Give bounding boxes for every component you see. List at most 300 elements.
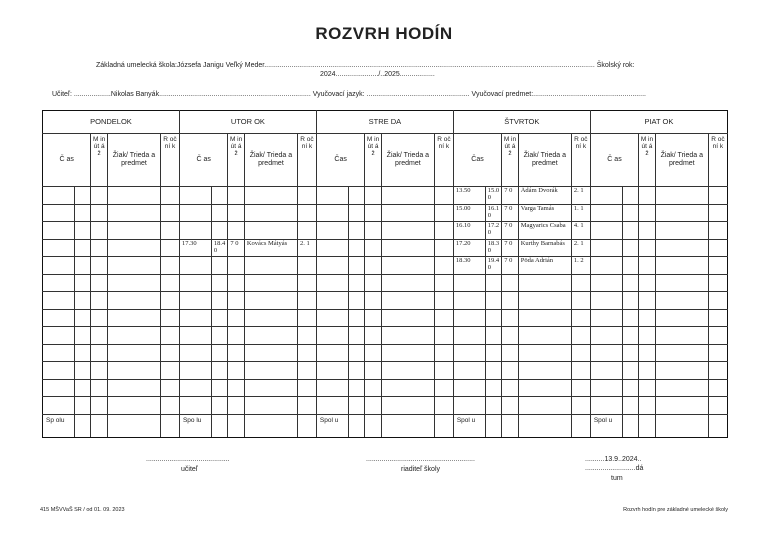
grade-cell — [297, 344, 316, 362]
end-time-cell — [348, 397, 365, 415]
minutes-cell — [91, 239, 108, 257]
minutes-cell — [365, 257, 382, 275]
sum-cell — [639, 414, 656, 437]
end-time-cell — [74, 344, 91, 362]
minutes-cell — [639, 292, 656, 310]
grade-cell — [708, 257, 727, 275]
end-time-cell — [74, 257, 91, 275]
schedule-row — [43, 397, 728, 415]
sum-cell — [485, 414, 502, 437]
end-time-cell — [74, 379, 91, 397]
student-cell — [655, 204, 708, 222]
end-time-cell — [485, 379, 502, 397]
start-time-cell — [316, 239, 348, 257]
grade-cell — [434, 362, 453, 380]
start-time-cell — [43, 257, 75, 275]
start-time-cell — [316, 362, 348, 380]
start-time-cell — [316, 292, 348, 310]
student-cell — [518, 292, 571, 310]
director-signature-line: ........................................................ — [366, 456, 475, 463]
minutes-cell: 7 0 — [502, 204, 519, 222]
student-header: Žiak/ Trieda a predmet — [381, 134, 434, 187]
grade-cell — [297, 187, 316, 205]
student-cell: Varga Tamás — [518, 204, 571, 222]
student-cell — [244, 292, 297, 310]
start-time-cell — [590, 274, 622, 292]
footer-form-title: Rozvrh hodín pre základné umelecké školy — [623, 507, 728, 513]
start-time-cell — [590, 239, 622, 257]
minutes-cell — [639, 327, 656, 345]
grade-cell — [571, 397, 590, 415]
start-time-cell: 18.30 — [453, 257, 485, 275]
start-time-cell — [43, 309, 75, 327]
start-time-cell — [590, 187, 622, 205]
grade-cell — [161, 397, 180, 415]
end-time-cell — [622, 257, 639, 275]
end-time-cell — [622, 344, 639, 362]
grade-cell — [297, 362, 316, 380]
time-header: Č as — [43, 134, 91, 187]
end-time-cell — [348, 257, 365, 275]
minutes-header: M in út á ž — [502, 134, 519, 187]
student-cell — [655, 309, 708, 327]
grade-cell — [161, 222, 180, 240]
student-cell — [107, 344, 160, 362]
student-cell — [381, 362, 434, 380]
grade-cell: 2. 1 — [571, 187, 590, 205]
schedule-row — [43, 379, 728, 397]
start-time-cell — [590, 222, 622, 240]
schedule-row — [43, 257, 728, 275]
minutes-cell — [639, 257, 656, 275]
student-cell — [107, 257, 160, 275]
sum-cell — [244, 414, 297, 437]
student-cell — [518, 379, 571, 397]
student-cell — [244, 257, 297, 275]
end-time-cell — [211, 327, 228, 345]
grade-header: R oč ní k — [434, 134, 453, 187]
student-cell — [107, 362, 160, 380]
start-time-cell — [43, 292, 75, 310]
minutes-cell — [91, 344, 108, 362]
minutes-cell — [91, 379, 108, 397]
minutes-cell — [228, 362, 245, 380]
end-time-cell — [211, 309, 228, 327]
minutes-cell: 7 0 — [228, 239, 245, 257]
schedule-row — [43, 239, 728, 257]
student-cell — [381, 344, 434, 362]
grade-cell: 1. 1 — [571, 204, 590, 222]
grade-cell — [571, 292, 590, 310]
grade-cell: 2. 1 — [571, 239, 590, 257]
schedule-row — [43, 309, 728, 327]
grade-cell — [571, 362, 590, 380]
start-time-cell — [590, 344, 622, 362]
end-time-cell — [622, 397, 639, 415]
sum-cell — [365, 414, 382, 437]
end-time-cell — [622, 187, 639, 205]
end-time-cell — [348, 362, 365, 380]
student-cell — [107, 309, 160, 327]
end-time-cell — [74, 292, 91, 310]
end-time-cell — [348, 274, 365, 292]
grade-cell — [708, 362, 727, 380]
start-time-cell — [590, 292, 622, 310]
minutes-cell — [228, 222, 245, 240]
student-cell: Ádám Dvorák — [518, 187, 571, 205]
student-cell — [244, 309, 297, 327]
end-time-cell: 17.2 0 — [485, 222, 502, 240]
grade-cell — [161, 257, 180, 275]
student-cell — [244, 204, 297, 222]
grade-cell — [434, 309, 453, 327]
minutes-cell — [228, 187, 245, 205]
minutes-cell — [365, 309, 382, 327]
start-time-cell: 17.30 — [179, 239, 211, 257]
minutes-cell — [365, 222, 382, 240]
student-cell — [655, 239, 708, 257]
student-header: Žiak/ Trieda a predmet — [107, 134, 160, 187]
sum-cell — [348, 414, 365, 437]
start-time-cell — [179, 344, 211, 362]
grade-cell — [708, 309, 727, 327]
minutes-cell — [502, 362, 519, 380]
start-time-cell — [453, 379, 485, 397]
end-time-cell — [211, 257, 228, 275]
minutes-header: M in út á ž — [228, 134, 245, 187]
grade-cell — [708, 292, 727, 310]
start-time-cell — [43, 274, 75, 292]
grade-cell — [161, 239, 180, 257]
student-cell — [244, 397, 297, 415]
student-cell — [518, 309, 571, 327]
student-cell — [107, 397, 160, 415]
start-time-cell — [43, 362, 75, 380]
student-cell — [655, 187, 708, 205]
end-time-cell — [211, 204, 228, 222]
minutes-cell — [365, 362, 382, 380]
sum-label: Spol u — [590, 414, 622, 437]
minutes-cell — [91, 292, 108, 310]
end-time-cell: 19.4 0 — [485, 257, 502, 275]
grade-cell — [434, 344, 453, 362]
start-time-cell — [179, 292, 211, 310]
start-time-cell — [43, 344, 75, 362]
start-time-cell — [316, 187, 348, 205]
start-time-cell — [179, 204, 211, 222]
student-cell — [381, 397, 434, 415]
grade-cell: 2. 1 — [297, 239, 316, 257]
student-cell — [107, 274, 160, 292]
start-time-cell — [179, 362, 211, 380]
end-time-cell — [348, 222, 365, 240]
grade-cell — [571, 309, 590, 327]
end-time-cell — [211, 274, 228, 292]
student-cell — [107, 239, 160, 257]
day-header-row — [43, 111, 728, 134]
minutes-cell — [639, 204, 656, 222]
grade-cell — [571, 327, 590, 345]
day-name: UTOR OK — [179, 111, 316, 134]
sum-cell — [708, 414, 727, 437]
student-cell — [655, 344, 708, 362]
start-time-cell: 15.00 — [453, 204, 485, 222]
student-cell — [381, 222, 434, 240]
end-time-cell — [485, 327, 502, 345]
start-time-cell: 16.10 — [453, 222, 485, 240]
grade-cell — [297, 257, 316, 275]
grade-cell — [297, 379, 316, 397]
grade-cell — [708, 222, 727, 240]
minutes-cell — [365, 397, 382, 415]
time-header: Č as — [590, 134, 638, 187]
grade-cell — [161, 309, 180, 327]
student-cell: Pöda Adrián — [518, 257, 571, 275]
grade-cell — [161, 204, 180, 222]
student-cell — [518, 397, 571, 415]
grade-cell — [297, 274, 316, 292]
start-time-cell — [316, 327, 348, 345]
sum-cell — [434, 414, 453, 437]
student-cell — [655, 257, 708, 275]
minutes-cell — [502, 344, 519, 362]
end-time-cell — [74, 222, 91, 240]
end-time-cell — [622, 327, 639, 345]
grade-cell — [297, 204, 316, 222]
student-cell — [107, 187, 160, 205]
schedule-row — [43, 204, 728, 222]
minutes-cell — [502, 309, 519, 327]
start-time-cell — [590, 257, 622, 275]
minutes-cell — [365, 274, 382, 292]
start-time-cell — [43, 397, 75, 415]
grade-cell — [434, 327, 453, 345]
student-cell — [244, 187, 297, 205]
grade-cell — [708, 379, 727, 397]
start-time-cell — [179, 274, 211, 292]
end-time-cell — [485, 274, 502, 292]
end-time-cell — [622, 362, 639, 380]
start-time-cell — [316, 344, 348, 362]
school-year-line: 2024....................../..2025.................. — [320, 71, 435, 78]
start-time-cell — [43, 187, 75, 205]
minutes-cell — [639, 222, 656, 240]
student-cell — [244, 362, 297, 380]
schedule-row — [43, 222, 728, 240]
minutes-header: M in út á ž — [91, 134, 108, 187]
end-time-cell — [74, 327, 91, 345]
grade-cell — [434, 222, 453, 240]
end-time-cell — [485, 309, 502, 327]
student-cell: Kovács Mátyás — [244, 239, 297, 257]
end-time-cell — [622, 239, 639, 257]
teacher-signature-line: ........................................... — [146, 456, 230, 463]
start-time-cell — [316, 379, 348, 397]
footer-form-code: 415 MŠVVaŠ SR / od 01. 09. 2023 — [40, 507, 125, 513]
minutes-cell — [502, 292, 519, 310]
minutes-cell — [228, 397, 245, 415]
end-time-cell: 18.4 0 — [211, 239, 228, 257]
teacher-line: Učiteľ: ...................Nikolas Banyák.............................................................................. Vyučovací jazyk: ..................................................... Vyučovací predmet:.......................................................... — [52, 91, 646, 98]
grade-cell: 4. 1 — [571, 222, 590, 240]
minutes-cell — [639, 239, 656, 257]
grade-cell — [297, 327, 316, 345]
grade-cell — [708, 274, 727, 292]
sum-cell — [571, 414, 590, 437]
minutes-cell: 7 0 — [502, 222, 519, 240]
sum-label: Spo lu — [179, 414, 211, 437]
minutes-cell — [639, 362, 656, 380]
sum-label: Spol u — [453, 414, 485, 437]
end-time-cell — [485, 362, 502, 380]
student-cell — [381, 204, 434, 222]
start-time-cell — [316, 274, 348, 292]
day-name: STRE DA — [316, 111, 453, 134]
start-time-cell — [43, 327, 75, 345]
student-cell — [381, 379, 434, 397]
end-time-cell — [211, 397, 228, 415]
end-time-cell — [74, 309, 91, 327]
sum-cell — [502, 414, 519, 437]
student-cell — [381, 274, 434, 292]
start-time-cell — [590, 397, 622, 415]
student-cell — [655, 274, 708, 292]
grade-cell — [161, 187, 180, 205]
start-time-cell — [453, 327, 485, 345]
teacher-signature-label: učiteľ — [181, 466, 198, 473]
student-cell — [655, 222, 708, 240]
student-header: Žiak/ Trieda a predmet — [244, 134, 297, 187]
minutes-cell — [91, 327, 108, 345]
time-header: Čas — [316, 134, 364, 187]
end-time-cell — [622, 204, 639, 222]
schedule-row — [43, 362, 728, 380]
grade-cell — [161, 327, 180, 345]
end-time-cell — [74, 239, 91, 257]
start-time-cell — [453, 397, 485, 415]
end-time-cell — [211, 379, 228, 397]
student-cell — [244, 327, 297, 345]
grade-cell — [297, 222, 316, 240]
student-cell — [244, 222, 297, 240]
minutes-cell — [228, 344, 245, 362]
student-cell — [518, 274, 571, 292]
grade-cell — [297, 292, 316, 310]
end-time-cell — [348, 344, 365, 362]
start-time-cell — [179, 397, 211, 415]
student-cell — [655, 362, 708, 380]
minutes-cell — [502, 327, 519, 345]
grade-header: R oč ní k — [708, 134, 727, 187]
start-time-cell — [43, 379, 75, 397]
start-time-cell — [316, 222, 348, 240]
minutes-cell — [91, 274, 108, 292]
end-time-cell — [622, 222, 639, 240]
minutes-cell — [639, 397, 656, 415]
student-cell — [381, 239, 434, 257]
minutes-cell — [365, 204, 382, 222]
sum-cell — [228, 414, 245, 437]
day-name: PIAT OK — [590, 111, 727, 134]
start-time-cell — [43, 222, 75, 240]
minutes-cell — [228, 204, 245, 222]
sum-cell — [91, 414, 108, 437]
start-time-cell — [179, 187, 211, 205]
student-header: Žiak/ Trieda a predmet — [655, 134, 708, 187]
end-time-cell — [348, 204, 365, 222]
start-time-cell — [453, 274, 485, 292]
director-signature-label: riaditeľ školy — [401, 466, 440, 473]
start-time-cell — [179, 222, 211, 240]
end-time-cell — [211, 344, 228, 362]
minutes-cell — [228, 257, 245, 275]
grade-cell — [297, 397, 316, 415]
minutes-cell — [365, 327, 382, 345]
start-time-cell — [179, 309, 211, 327]
end-time-cell — [211, 187, 228, 205]
sum-row — [43, 414, 728, 437]
start-time-cell — [590, 309, 622, 327]
time-header: Čas — [453, 134, 501, 187]
start-time-cell: 17.20 — [453, 239, 485, 257]
grade-cell — [434, 239, 453, 257]
student-cell — [107, 379, 160, 397]
end-time-cell — [485, 397, 502, 415]
sum-cell — [297, 414, 316, 437]
minutes-cell: 7 0 — [502, 187, 519, 205]
minutes-cell — [639, 379, 656, 397]
minutes-cell — [639, 344, 656, 362]
schedule-row — [43, 292, 728, 310]
grade-cell — [571, 379, 590, 397]
start-time-cell: 13.50 — [453, 187, 485, 205]
grade-cell — [434, 187, 453, 205]
column-header-row — [43, 134, 728, 187]
day-name: ŠTVRTOK — [453, 111, 590, 134]
end-time-cell — [485, 344, 502, 362]
start-time-cell — [590, 204, 622, 222]
grade-cell — [708, 239, 727, 257]
student-cell: Magyarics Csaba — [518, 222, 571, 240]
end-time-cell — [348, 292, 365, 310]
grade-cell — [434, 274, 453, 292]
minutes-cell: 7 0 — [502, 239, 519, 257]
start-time-cell — [316, 309, 348, 327]
sum-cell — [211, 414, 228, 437]
end-time-cell — [348, 239, 365, 257]
student-cell — [381, 327, 434, 345]
minutes-cell — [639, 309, 656, 327]
minutes-cell: 7 0 — [502, 257, 519, 275]
student-cell — [518, 327, 571, 345]
minutes-cell — [91, 204, 108, 222]
start-time-cell — [453, 344, 485, 362]
start-time-cell — [453, 292, 485, 310]
minutes-cell — [365, 239, 382, 257]
end-time-cell — [348, 187, 365, 205]
student-cell — [655, 379, 708, 397]
end-time-cell — [74, 187, 91, 205]
minutes-cell — [365, 379, 382, 397]
student-cell — [244, 379, 297, 397]
student-header: Žiak/ Trieda a predmet — [518, 134, 571, 187]
sum-cell — [161, 414, 180, 437]
student-cell — [107, 204, 160, 222]
end-time-cell — [348, 327, 365, 345]
minutes-cell — [365, 344, 382, 362]
end-time-cell — [622, 309, 639, 327]
sum-cell — [107, 414, 160, 437]
